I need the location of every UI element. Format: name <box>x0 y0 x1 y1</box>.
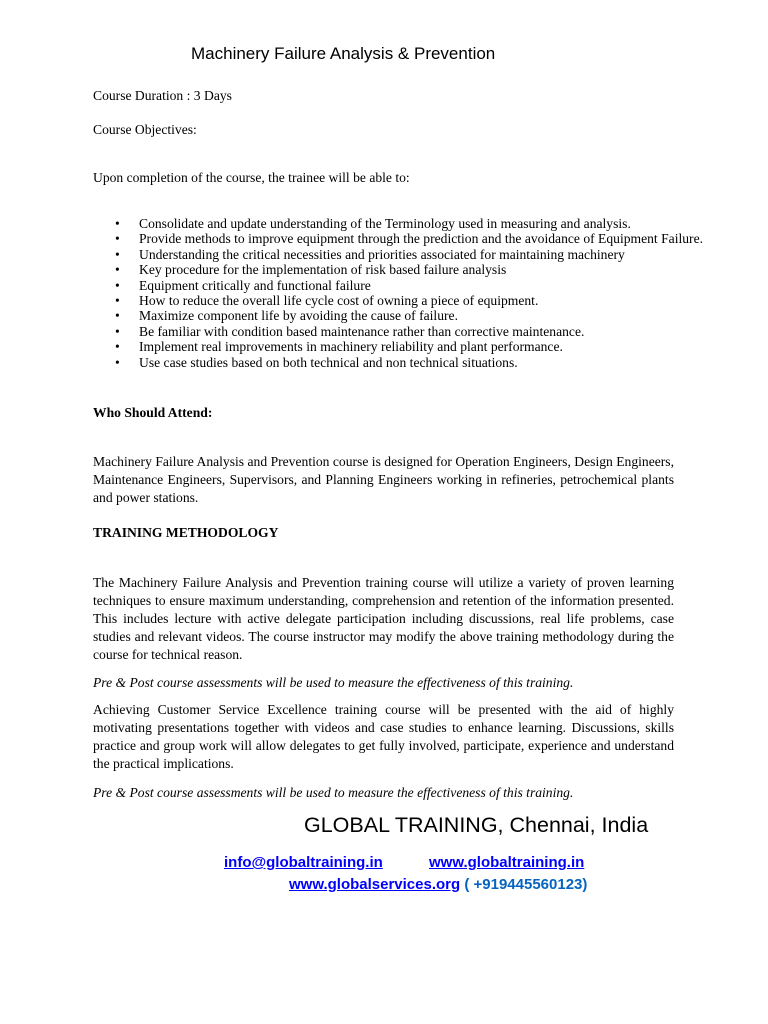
list-item: • Understanding the critical necessities and priorities associated for maintaining machinery <box>139 247 720 262</box>
list-item: • Key procedure for the implementation of risk based failure analysis <box>139 262 720 277</box>
list-item: • Maximize component life by avoiding the cause of failure. <box>139 308 720 323</box>
assessment-note: Pre & Post course assessments will be used to measure the effectiveness of this training. <box>93 785 574 800</box>
document-title: Machinery Failure Analysis & Prevention <box>191 44 496 63</box>
email-link[interactable]: info@globaltraining.in <box>224 854 383 871</box>
who-should-attend-text: Machinery Failure Analysis and Prevention course is designed for Operation Engineers, Design Engineers, Maintenance Engineers, Supervisors, and Planning Engineers working in refineries, petrochemical plants and power stations. <box>93 454 674 505</box>
objectives-list <box>93 216 720 370</box>
contact-line-1 <box>224 854 383 871</box>
training-methodology-text: The Machinery Failure Analysis and Prevention training course will utilize a variety of proven learning techniques to ensure maximum understanding, comprehension and retention of the information presented. This includes lecture with active delegate participation including discussions, real life problems, case studies and relevant videos. The course instructor may modify the above training methodology during the course for technical reason. <box>93 575 674 662</box>
list-item: • Equipment critically and functional failure <box>139 278 720 293</box>
course-duration: Course Duration : 3 Days <box>93 88 232 103</box>
contact-line-2 <box>289 876 587 893</box>
assessment-note: Pre & Post course assessments will be used to measure the effectiveness of this training. <box>93 675 574 690</box>
organization-name: GLOBAL TRAINING, Chennai, India <box>304 813 649 837</box>
course-objectives-label: Course Objectives: <box>93 122 197 137</box>
training-methodology-heading: TRAINING METHODOLOGY <box>93 525 279 540</box>
website-link[interactable]: www.globalservices.org <box>289 876 461 893</box>
list-item: • Provide methods to improve equipment through the prediction and the avoidance of Equipment Failure. <box>139 231 720 246</box>
list-item: • How to reduce the overall life cycle cost of owning a piece of equipment. <box>139 293 720 308</box>
list-item: • Use case studies based on both technical and non technical situations. <box>139 355 720 370</box>
contact-website-1 <box>429 854 584 871</box>
list-item: • Consolidate and update understanding of the Terminology used in measuring and analysis. <box>139 216 720 231</box>
website-link[interactable]: www.globaltraining.in <box>429 854 585 871</box>
objectives-intro: Upon completion of the course, the trainee will be able to: <box>93 170 410 185</box>
excellence-text: Achieving Customer Service Excellence training course will be presented with the aid of highly motivating presentations together with videos and case studies to enhance learning. Discussions, skills practice and group work will allow delegates to get fully involved, participate, experience and understand the practical implications. <box>93 702 674 771</box>
who-should-attend-heading: Who Should Attend: <box>93 405 213 420</box>
phone-number: ( +919445560123) <box>464 876 588 893</box>
list-item: • Implement real improvements in machinery reliability and plant performance. <box>139 339 720 354</box>
list-item: • Be familiar with condition based maintenance rather than corrective maintenance. <box>139 324 720 339</box>
